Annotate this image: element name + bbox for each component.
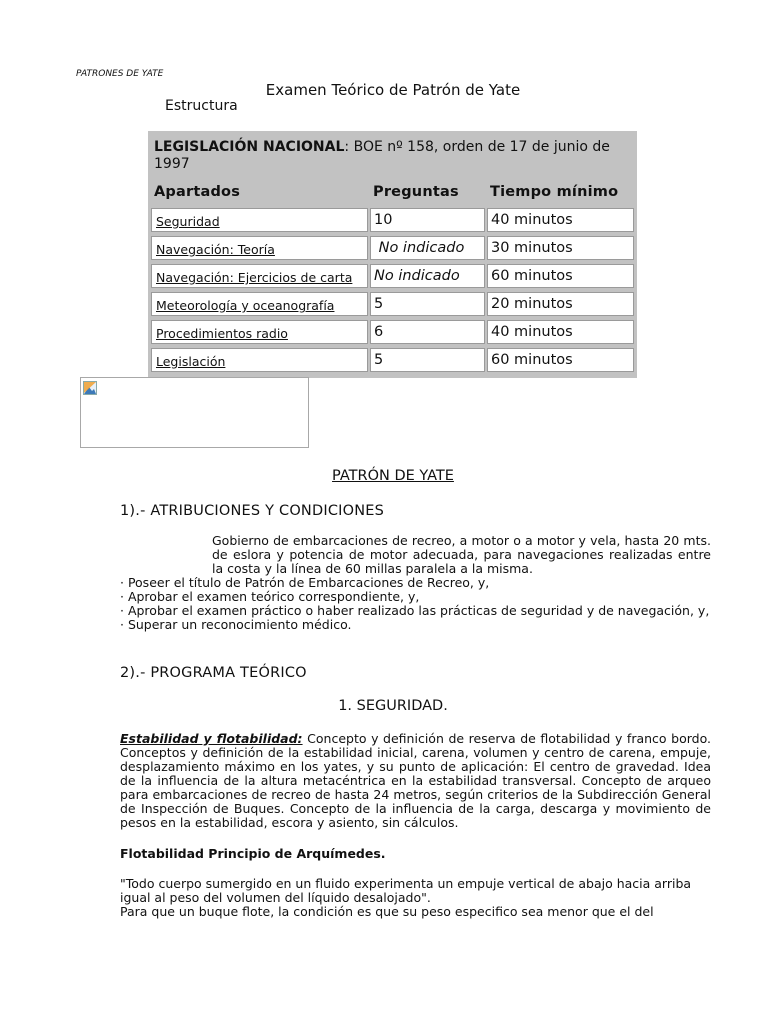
archimedes-paragraph	[120, 877, 711, 919]
stability-label: Estabilidad y flotabilidad:	[120, 731, 303, 746]
table-row	[151, 208, 368, 232]
section-link[interactable]: Navegación: Ejercicios de carta	[156, 270, 353, 285]
bullet-item: · Superar un reconocimiento médico.	[120, 617, 352, 632]
exam-structure-table	[148, 131, 637, 378]
section1-paragraph	[120, 534, 711, 632]
image-placeholder	[80, 377, 309, 448]
table-caption	[154, 139, 624, 173]
table-caption-rest: : BOE nº 158, orden de 17 de junio de 1997	[154, 139, 610, 172]
column-header-apartados: Apartados	[154, 184, 241, 200]
table-row	[151, 264, 368, 288]
questions-value: 6	[374, 324, 384, 340]
document-subtitle: Estructura	[165, 98, 238, 114]
section-link[interactable]: Seguridad	[156, 214, 220, 229]
subsection-heading: 1. SEGURIDAD.	[338, 698, 448, 714]
questions-value: 5	[374, 296, 384, 312]
table-caption-bold: LEGISLACIÓN NACIONAL	[154, 139, 345, 155]
questions-value: No indicado	[374, 240, 465, 256]
time-value: 30 minutos	[491, 240, 573, 256]
table-row	[151, 292, 368, 316]
section-link[interactable]: Navegación: Teoría	[156, 242, 275, 257]
questions-value: 5	[374, 352, 384, 368]
main-heading: PATRÓN DE YATE	[332, 468, 454, 484]
document-title: Examen Teórico de Patrón de Yate	[265, 81, 521, 99]
stability-text: Concepto y definición de reserva de flotabilidad y franco bordo. Conceptos y definición de la estabilidad inicial, carena, volumen y centro de carena, empuje, desplazamiento máximo en los yates, y su punto de aplicación: El centro de gravedad. Idea de la influencia de la altura metacéntrica en la estabilidad transversal. Concepto de arqueo para embarcaciones de recreo de hasta 24 metros, según criterios de la Subdirección General de Inspección de Buques. Concepto de la influencia de la carga, descarga y movimiento de pesos en la estabilidad, escora y asiento, sin cálculos.	[120, 731, 711, 830]
column-header-preguntas: Preguntas	[373, 184, 459, 200]
archimedes-heading: Flotabilidad Principio de Arquímedes.	[120, 846, 386, 861]
section1-heading: 1).- ATRIBUCIONES Y CONDICIONES	[120, 503, 385, 519]
time-value: 60 minutos	[491, 268, 573, 284]
running-header: PATRONES DE YATE	[76, 69, 164, 79]
bullet-item: · Poseer el título de Patrón de Embarcaciones de Recreo, y,	[120, 575, 490, 590]
attributions-text: Gobierno de embarcaciones de recreo, a motor o a motor y vela, hasta 20 mts. de eslora y potencia de motor adecuada, para navegaciones realizadas entre la costa y la línea de 60 millas paralela a la misma.	[212, 533, 711, 576]
archimedes-text: Para que un buque flote, la condición es que su peso especifico sea menor que el del	[120, 904, 654, 919]
section-link[interactable]: Meteorología y oceanografía	[156, 298, 335, 313]
bullet-item: · Aprobar el examen teórico correspondiente, y,	[120, 589, 420, 604]
table-row	[151, 320, 368, 344]
bullet-item: · Aprobar el examen práctico o haber realizado las prácticas de seguridad y de navegación, y,	[120, 603, 710, 618]
time-value: 40 minutos	[491, 212, 573, 228]
broken-image-icon	[83, 381, 97, 395]
archimedes-quote: "Todo cuerpo sumergido en un fluido experimenta un empuje vertical de abajo hacia arriba igual al peso del volumen del líquido desalojado".	[120, 876, 692, 905]
table-row	[151, 236, 368, 260]
table-row	[151, 348, 368, 372]
stability-paragraph	[120, 732, 711, 830]
section2-heading: 2).- PROGRAMA TEÓRICO	[120, 665, 307, 681]
questions-value: No indicado	[374, 268, 460, 284]
time-value: 20 minutos	[491, 296, 573, 312]
time-value: 40 minutos	[491, 324, 573, 340]
time-value: 60 minutos	[491, 352, 573, 368]
section-link[interactable]: Procedimientos radio	[156, 326, 288, 341]
questions-value: 10	[374, 212, 393, 228]
section-link[interactable]: Legislación	[156, 354, 226, 369]
column-header-tiempo: Tiempo mínimo	[490, 184, 619, 200]
